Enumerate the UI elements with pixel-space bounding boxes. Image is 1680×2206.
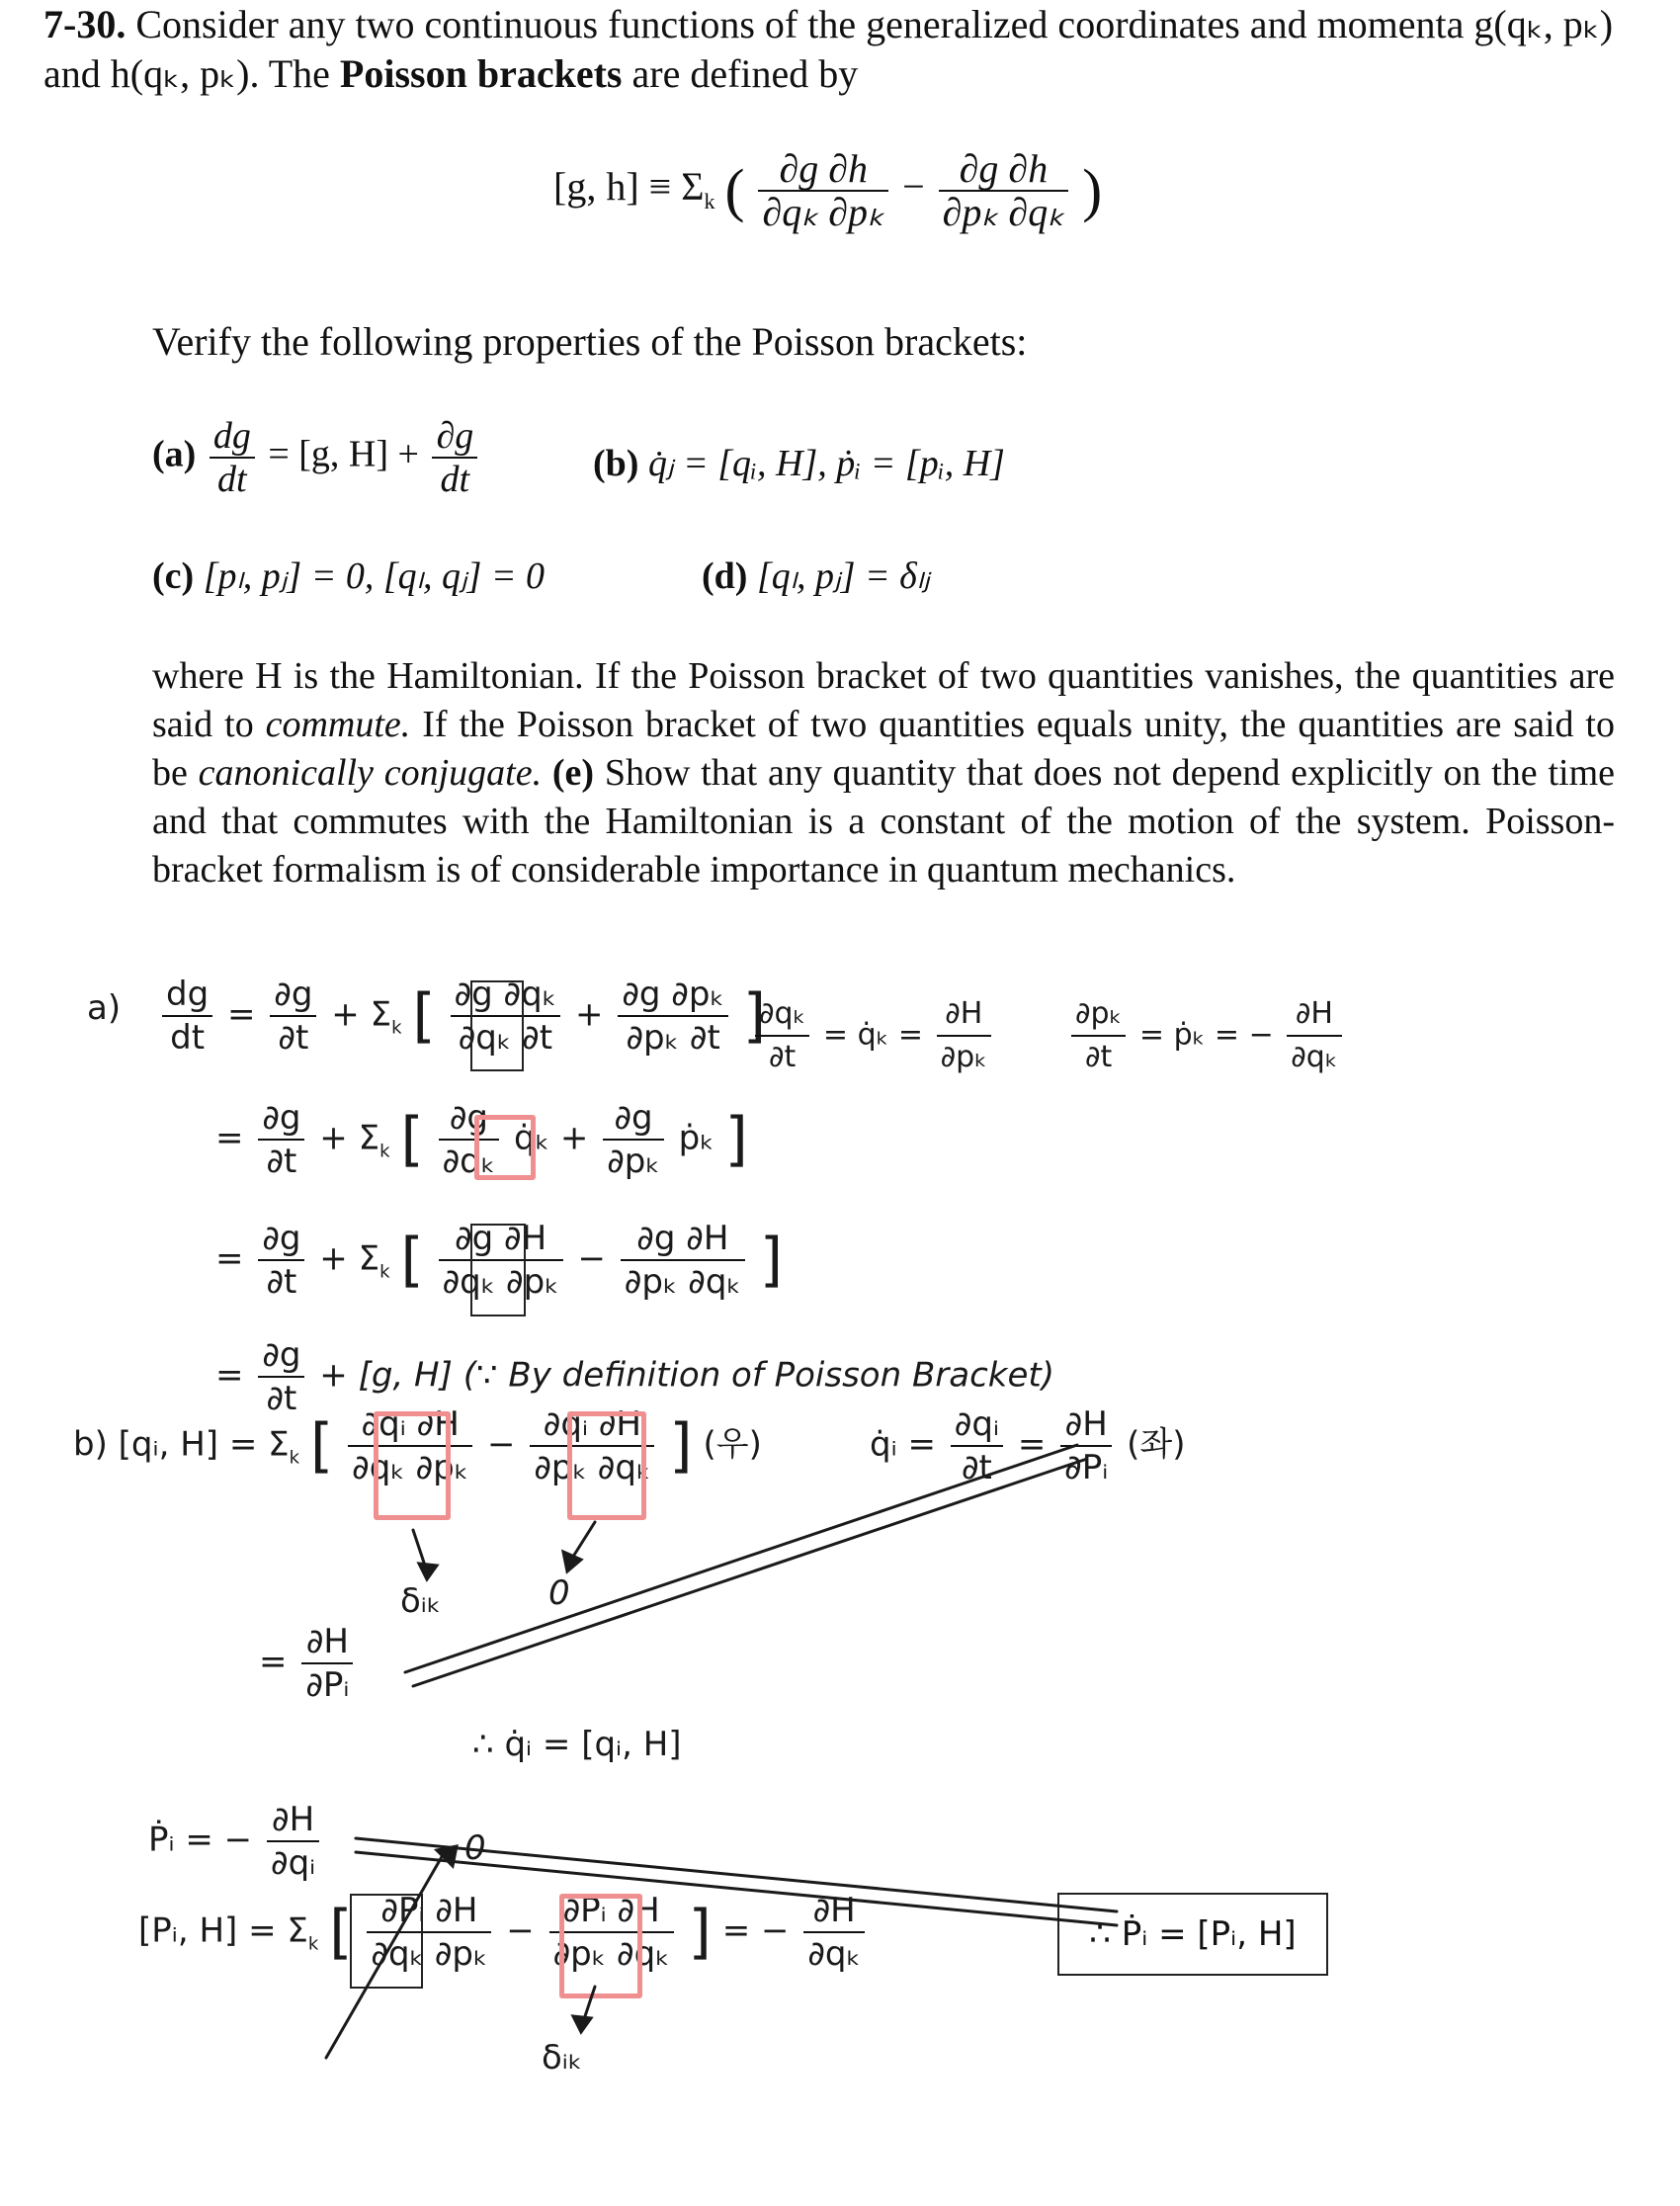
intro-text: Consider any two continuous functions of the generalized coordinates and momenta g(qₖ, pₖ) and h(qₖ, pₖ). The [43, 2, 1614, 96]
hw-p-dot: Ṗᵢ = − $\frac{\partial H}{\text{∂qᵢ}}$ [148, 1799, 323, 1884]
bold-term: Poisson brackets [339, 51, 623, 96]
property-d: (d) [qₗ, pⱼ] = δₗⱼ [702, 555, 930, 597]
hw-a-line1: $\frac{dg}{dt}$ = $\frac{\partial g}{\partial t}$ + $\Sigma_k$ [ $\frac{\text{∂g ∂qₖ}}{\text{∂qₖ ∂t}}$ + $\frac{\text{∂g ∂pₖ}}{\text{∂pₖ ∂t}}$ ] [158, 974, 766, 1059]
hw-therefore-q: ∴ q̇ᵢ = [qᵢ, H] [472, 1725, 682, 1764]
hw-a-line2: = $\frac{\partial g}{\partial t}$ + $\Sigma_k$ [ $\frac{\partial g}{\text{∂qₖ}}$ q̇ₖ + $\frac{\partial g}{\text{∂pₖ}}$ ṗₖ ] [215, 1098, 748, 1181]
def-frac-2: $\frac{\partial g \partial h}{\text{∂pₖ ∂qₖ}}$ [939, 148, 1069, 233]
hw-b-result: = $\frac{\partial H}{\text{∂Pᵢ}}$ [259, 1621, 357, 1706]
hw-answer-box: ∴ Ṗᵢ = [Pᵢ, H] [1057, 1893, 1328, 1976]
def-frac-1: $\frac{\partial g \partial h}{\text{∂qₖ ∂pₖ}}$ [758, 148, 888, 233]
intro-end: are defined by [631, 51, 859, 96]
def-lhs: [g, h] ≡ Σ [553, 164, 705, 210]
problem-number: 7-30. [43, 2, 126, 46]
hw-b-line1: b) [qᵢ, $H] = \Sigma_k$ [ $\frac{\text{∂qᵢ ∂H}}{\text{∂qₖ ∂pₖ}}$ − $\frac{\text{∂qᵢ ∂H}}{\text{∂pₖ ∂qₖ}}$ ] (우) [73, 1404, 762, 1487]
hw-b-side: q̇ᵢ = $\frac{\text{∂qᵢ}}{\partial t}$ = $\frac{\partial H}{\text{∂Pᵢ}}$ (좌) [870, 1404, 1186, 1487]
hw-p-bracket: [Pᵢ, $H] = \Sigma_k$ [ $\frac{\text{∂Pᵢ ∂H}}{\text{∂qₖ ∂pₖ}}$ − $\frac{\text{∂Pᵢ ∂H}}{\text{∂pₖ ∂qₖ}}$ ] = − $\frac{\partial H}{\text{∂qₖ}}$ [138, 1890, 869, 1975]
hw-a-label: a) [87, 988, 122, 1028]
property-a: (a) $\frac{dg}{dt}$ = [g, H] + $\frac{\partial g}{dt}$ [152, 415, 481, 500]
hw-a-line3: = $\frac{\partial g}{\partial t}$ + $\Sigma_k$ [ $\frac{\partial g \partial H}{\text{∂qₖ ∂pₖ}}$ − $\frac{\partial g \partial H}{\text{∂pₖ ∂qₖ}}$ ] [215, 1219, 784, 1302]
hw-side-qdot: $\frac{\text{∂qₖ}}{\partial t}$ = q̇ₖ = $\frac{\partial H}{\text{∂pₖ}}$ [751, 993, 995, 1078]
problem-paragraph: where H is the Hamiltonian. If the Poisson bracket of two quantities vanishes, the quantities are said to commute. If the Poisson bracket of two quantities equals unity, the quantities are said to be canonically conjugate. (e) Show that any quantity that does not depend explicitly on the time and that commutes with the Hamiltonian is a constant of the motion of the system. Poisson-bracket formalism is of considerable importance in quantum mechanics. [152, 655, 1616, 891]
hw-p-zero: 0 [464, 1828, 486, 1868]
hw-a-line4: = $\frac{\partial g}{\partial t}$ + [g, H] (∵ By definition of Poisson Bracket) [215, 1335, 1054, 1418]
verify-text: Verify the following properties of the Poisson brackets: [152, 319, 1028, 364]
hw-delta-ik: δᵢₖ [400, 1581, 442, 1621]
def-sub: k [704, 189, 715, 214]
hw-p-delta: δᵢₖ [542, 2038, 583, 2078]
property-c: (c) [pₗ, pⱼ] = 0, [qₗ, qⱼ] = 0 [152, 555, 546, 597]
hw-zero: 0 [548, 1573, 570, 1613]
hw-side-pdot: $\frac{\text{∂pₖ}}{\partial t}$ = ṗₖ = − $\frac{\partial H}{\text{∂qₖ}}$ [1067, 993, 1346, 1078]
property-b: (b) q̇ⱼ = [qᵢ, H], ṗᵢ = [pᵢ, H] [593, 443, 1005, 484]
definition-equation: [g, $h] \equiv \Sigma_k$ ( $\frac{\partial g \partial h}{\text{∂qₖ ∂pₖ}}$ − $\frac{\partial g \partial h}{\text{∂pₖ ∂qₖ}}$ ) [553, 146, 1103, 234]
